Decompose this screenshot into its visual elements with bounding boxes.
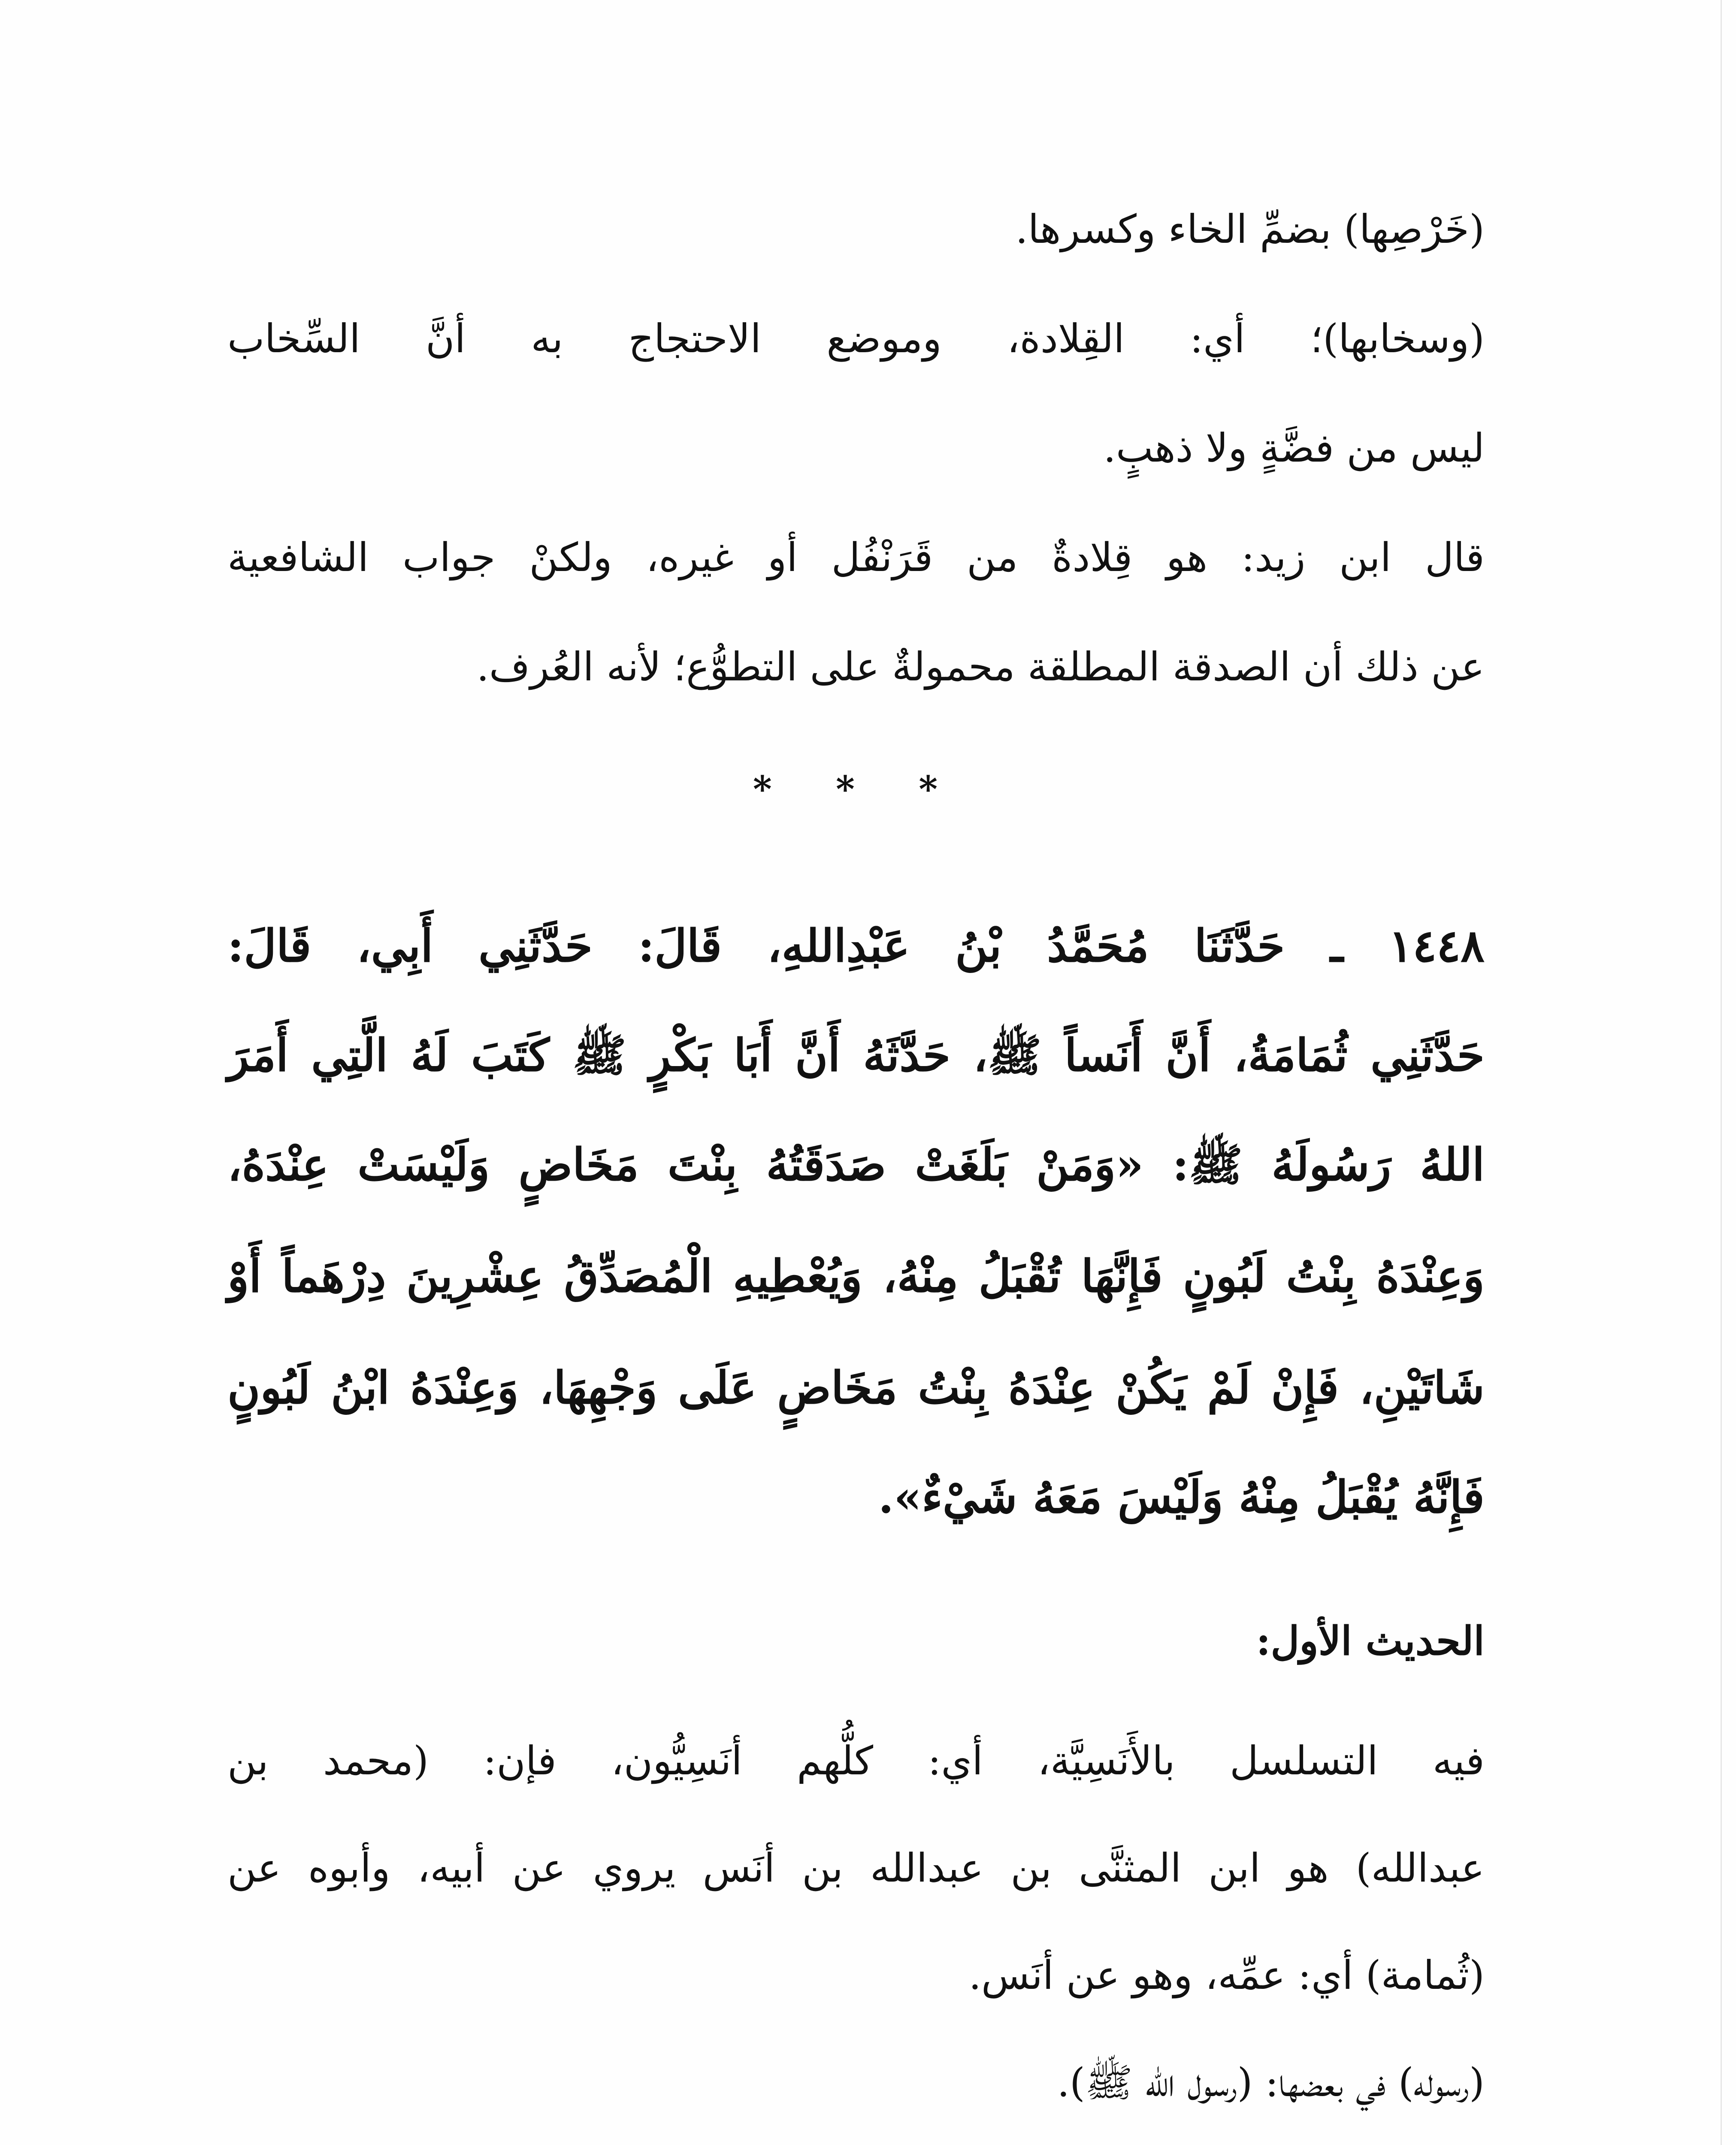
commentary-line: (ثُمامة) أي: عمِّه، وهو عن أنَس.	[968, 1952, 1485, 1998]
commentary-line: (رسوله) في بعضها: (رسول الله ﷺ).	[1057, 2060, 1485, 2106]
scan-edge	[1721, 0, 1722, 2145]
commentary-line: فيه التسلسل بالأَنَسِيَّة، أي: كلُّهم أنَسِيُّون، فإن: (محمد بن	[227, 1738, 1485, 1784]
hadith-line: شَاتَيْنِ، فَإِنْ لَمْ يَكُنْ عِنْدَهُ بِنْتُ مَخَاضٍ عَلَى وَجْهِهَا، وَعِنْدَهُ ابْنُ لَبُونٍ	[227, 1361, 1485, 1414]
hadith-line: ١٤٤٨ ـ حَدَّثَنَا مُحَمَّدُ بْنُ عَبْدِاللهِ، قَالَ: حَدَّثَنِي أَبِي، قَالَ:	[227, 919, 1485, 972]
hadith-line: اللهُ رَسُولَهُ ﷺ: «وَمَنْ بَلَغَتْ صَدَقَتُهُ بِنْتَ مَخَاضٍ وَلَيْسَتْ عِنْدَهُ،	[227, 1138, 1485, 1191]
commentary-line: (وسخابها)؛ أي: القِلادة، وموضع الاحتجاج به أنَّ السِّخاب	[227, 316, 1485, 362]
section-separator: * * *	[753, 768, 964, 810]
hadith-line: فَإِنَّهُ يُقْبَلُ مِنْهُ وَلَيْسَ مَعَهُ شَيْءٌ».	[878, 1471, 1485, 1523]
hadith-line: حَدَّثَنِي ثُمَامَةُ، أَنَّ أَنَساً ﷺ، حَدَّثَهُ أَنَّ أَبَا بَكْرٍ ﷺ كَتَبَ لَهُ الَّتِي أَمَرَ	[227, 1029, 1485, 1082]
commentary-line: ليس من فضَّةٍ ولا ذهبٍ.	[1103, 425, 1485, 471]
hadith-line: وَعِنْدَهُ بِنْتُ لَبُونٍ فَإِنَّهَا تُقْبَلُ مِنْهُ، وَيُعْطِيهِ الْمُصَدِّقُ عِشْرِينَ دِرْهَماً أَوْ	[227, 1250, 1485, 1302]
commentary-line: قال ابن زيد: هو قِلادةٌ من قَرَنْفُل أو غيره، ولكنْ جواب الشافعية	[227, 535, 1485, 580]
commentary-line: (خَرْصِها) بضمِّ الخاء وكسرها.	[1015, 206, 1485, 252]
commentary-line: عن ذلك أن الصدقة المطلقة محمولةٌ على التطوُّع؛ لأنه العُرف.	[476, 644, 1485, 690]
commentary-line: عبدالله) هو ابن المثنَّى بن عبدالله بن أنَس يروي عن أبيه، وأبوه عن	[227, 1845, 1485, 1891]
section-heading: الحديث الأول:	[1256, 1618, 1485, 1664]
